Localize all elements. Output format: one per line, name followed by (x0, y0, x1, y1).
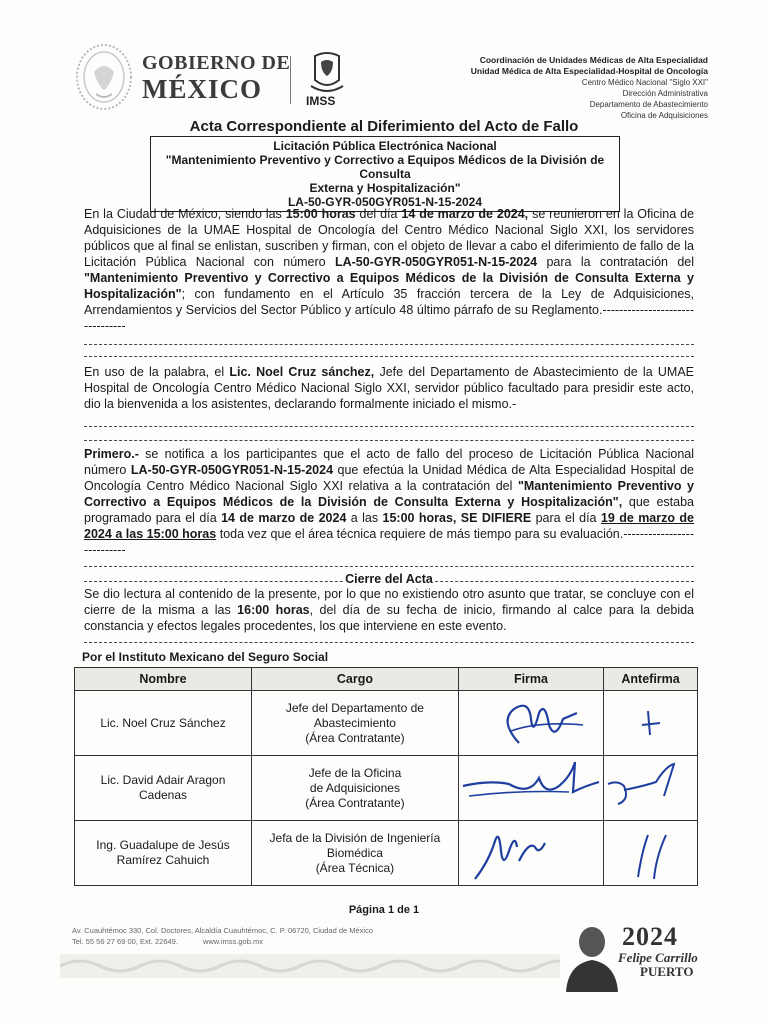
signature-icon (459, 821, 605, 883)
year-number: 2024 (622, 922, 678, 951)
cargo-line: (Área Técnica) (315, 860, 395, 875)
institution-line: Coordinación de Unidades Médicas de Alta Especialidad (479, 55, 708, 65)
phone-text: Tel. 55 56 27 69 00, Ext. 22649. (72, 937, 178, 946)
gobierno-line1: GOBIERNO DE (142, 52, 291, 74)
dashed-separator (84, 566, 694, 567)
header-nombre: Nombre (75, 668, 252, 691)
header-cargo: Cargo (252, 668, 459, 691)
cell-antefirma (604, 691, 698, 756)
institution-line: Unidad Médica de Alta Especialidad-Hospital de Oncología (470, 66, 708, 76)
cell-firma (458, 821, 603, 886)
institution-block (471, 55, 708, 121)
signature-icon (459, 756, 605, 818)
text-run: que estaba programado para el día (84, 495, 694, 525)
cell-firma (458, 691, 603, 756)
text-run: para el día (531, 511, 601, 525)
cell-antefirma (604, 756, 698, 821)
dashed-separator (84, 426, 694, 427)
year-emblem (600, 920, 720, 1000)
imss-label: IMSS (306, 94, 336, 108)
tender-name-2: Externa y Hospitalización" (309, 181, 461, 195)
footer-address (72, 925, 373, 947)
text-run: 15:00 horas (285, 207, 356, 221)
dashed-separator (84, 344, 694, 345)
text-run: LA-50-GYR-050GYR051-N-15-2024 (130, 463, 334, 477)
text-run: 15:00 horas, SE DIFIERE (382, 511, 532, 525)
cargo-line: (Área Contratante) (305, 730, 405, 745)
address-line: Av. Cuauhtémoc 330, Col. Doctores, Alcaldía Cuauhtémoc, C. P. 06720, Ciudad de México (72, 926, 374, 935)
institution-line: Centro Médico Nacional "Siglo XXI" (581, 78, 708, 87)
header-antefirma: Antefirma (604, 668, 698, 691)
cell-antefirma (604, 821, 698, 886)
text-run: para la contratación del (537, 255, 695, 269)
year-name-2: PUERTO (640, 964, 694, 979)
cell-nombre: Lic. Noel Cruz Sánchez (75, 691, 252, 756)
table-row (75, 691, 698, 756)
gobierno-mexico-logo (142, 52, 290, 104)
cargo-line: (Área Contratante) (305, 795, 405, 810)
page-number: Página 1 de 1 (348, 904, 420, 916)
cargo-line: de Adquisiciones (309, 780, 400, 795)
web-text: www.imss.gob.mx (202, 937, 263, 946)
text-run: Jefe del Departamento de Abastecimiento de la UMAE Hospital de Oncología Centro Médico Nacional Siglo XXI, servidor público facultado para presidir este acto, dio la bienvenida a los asistentes, declarando formalmente iniciado el mismo.- (84, 365, 694, 411)
text-run: "Mantenimiento Preventivo y Correctivo a Equipos Médicos de la División de Consulta Externa y Hospitalización", (84, 479, 694, 509)
text-run: , del día de su fecha de inicio, firmando al calce para la debida constancia y efectos legales procedentes, los que interviene en este evento. (84, 603, 695, 633)
mexico-seal-icon (74, 42, 134, 112)
table-row (75, 756, 698, 821)
signature-table (74, 667, 698, 886)
cargo-line: Jefe de la Oficina (308, 765, 402, 780)
cargo-line: Jefe del Departamento de (285, 700, 424, 715)
table-caption: Por el Instituto Mexicano del Seguro Social (82, 650, 329, 664)
cell-cargo (252, 756, 459, 821)
cierre-label: Cierre del Acta (345, 572, 433, 586)
institution-line: Departamento de Abastecimiento (589, 100, 708, 109)
text-run: En la Ciudad de México, siendo las (84, 207, 286, 221)
initials-icon (604, 691, 696, 753)
text-run: 19 de marzo de 2024 a las 15:00 horas (84, 511, 694, 541)
text-run: LA-50-GYR-050GYR051-N-15-2024 (334, 255, 538, 269)
paragraph-primero (84, 446, 694, 558)
cargo-line: Biomédica (326, 845, 383, 860)
address-line (72, 936, 373, 947)
header-divider (290, 56, 291, 104)
signature-icon (459, 691, 605, 753)
cell-cargo (252, 821, 459, 886)
institution-line: Oficina de Adquisiciones (620, 111, 708, 120)
text-run: toda vez que el área técnica requiere de más tiempo para su evaluación.--------------------------- (84, 527, 694, 557)
header-firma: Firma (458, 668, 603, 691)
cargo-line: Jefa de la División de Ingeniería (269, 830, 441, 845)
cell-nombre: Lic. David Adair Aragon Cadenas (75, 756, 252, 821)
table-row (75, 821, 698, 886)
text-run: del día (355, 207, 402, 221)
tender-number: LA-50-GYR-050GYR051-N-15-2024 (287, 195, 483, 209)
cargo-line: Abastecimiento (313, 715, 396, 730)
institution-line: Dirección Administrativa (622, 89, 708, 98)
decorative-pattern-icon (60, 954, 560, 978)
paragraph-opening (84, 206, 694, 334)
initials-icon (604, 756, 696, 818)
text-run: Se dio lectura al contenido de la presente, por lo que no existiendo otro asunto que tratar, se concluye con el cierre de la misma a las (84, 587, 694, 617)
tender-box (150, 136, 620, 212)
text-run: que efectúa la Unidad Médica de Alta Especialidad Hospital de Oncología Centro Médico Nacional Siglo XXI relativa a la contratación del (84, 463, 695, 493)
text-run: "Mantenimiento Preventivo y Correctivo a Equipos Médicos de la División de Consulta Externa y Hospitalización" (84, 271, 694, 301)
initials-icon (604, 821, 696, 883)
text-run: Lic. Noel Cruz sánchez, (229, 365, 375, 379)
dashed-separator (84, 440, 694, 441)
tender-name-1: "Mantenimiento Preventivo y Correctivo a Equipos Médicos de la División de Consulta (165, 153, 605, 181)
text-run: 16:00 horas (237, 603, 310, 617)
cell-firma (458, 756, 603, 821)
paragraph-cierre (84, 586, 694, 634)
tender-type: Licitación Pública Electrónica Nacional (273, 139, 497, 153)
text-run: se reunieron en la Oficina de Adquisiciones de la UMAE Hospital de Oncología del Centro Médico Nacional Siglo XXI, los servidores públicos que al final se enlistan, suscriben y firman, con el objeto de llevar a cabo el diferimiento de fallo de la Licitación Pública Nacional con número (84, 207, 695, 269)
text-run: En uso de la palabra, el (84, 365, 230, 379)
table-header-row (75, 668, 698, 691)
text-run: a las (346, 511, 383, 525)
cierre-heading (84, 572, 694, 586)
text-run: se notifica a los participantes que el acto de fallo del proceso de Licitación Pública Nacional número (84, 447, 694, 477)
text-run: 14 de marzo de 2024 (221, 511, 347, 525)
cell-cargo (252, 691, 459, 756)
text-run: 14 de marzo de 2024, (401, 207, 529, 221)
document-title: Acta Correspondiente al Diferimiento del Acto de Fallo (189, 118, 579, 135)
text-run: Primero.- (84, 447, 139, 461)
text-run: ; con fundamento en el Artículo 35 fracción tercera de la Ley de Adquisiciones, Arrendamientos y Servicios del Sector Público y artículo 48 último párrafo de su Reglamento.-------------------------------- (84, 287, 694, 333)
year-name-1: Felipe Carrillo (618, 950, 698, 965)
cell-nombre: Ing. Guadalupe de Jesús Ramírez Cahuich (75, 821, 252, 886)
paragraph-president (84, 364, 694, 412)
dashed-separator (84, 356, 694, 357)
dashed-separator (84, 642, 694, 643)
gobierno-line2: MÉXICO (142, 74, 262, 104)
